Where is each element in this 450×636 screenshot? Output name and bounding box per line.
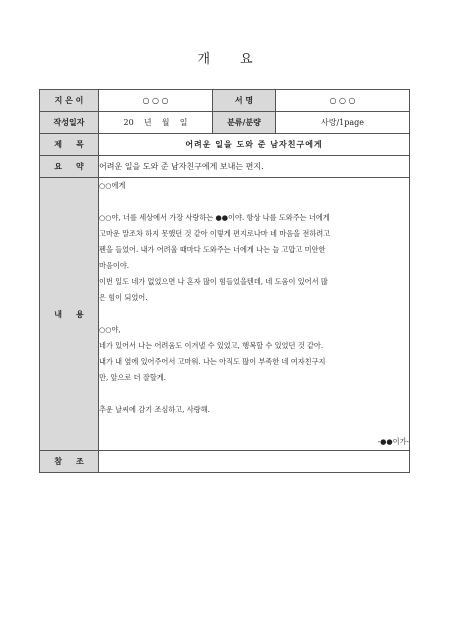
subject-label: 제 목 (40, 134, 99, 156)
letter-greeting: ○○에게 (99, 181, 126, 190)
date-value: 20 년 월 일 (99, 112, 213, 134)
letter-line: 이번 일도 네가 없었으면 나 혼자 많이 힘들었을텐데, 네 도움이 있어서 많 (99, 277, 328, 286)
category-value: 사랑/1page (276, 112, 410, 134)
reference-label: 참 조 (40, 451, 99, 473)
letter-line: 고마운 말조차 하지 못했던 것 같아 이렇게 편지로나마 네 마음을 전하려고 (99, 229, 331, 238)
letter-closing: 추운 날씨에 감기 조심하고, 사랑해. (99, 405, 210, 414)
letter-line: 펜을 들었어. 내가 어려울 때마다 도와주는 너에게 나는 늘 고맙고 미안한 (99, 245, 326, 254)
content-label: 내 용 (40, 178, 99, 451)
letter-line: 내가 내 옆에 있어주어서 고마워. 나는 아직도 많이 부족한 네 여자친구지 (99, 357, 326, 366)
document-form-table (39, 89, 410, 473)
reference-row (40, 451, 410, 473)
subject-row (40, 134, 410, 156)
letter-line: ○○야, 너를 세상에서 가장 사랑하는 ●●이야. 항상 나를 도와주는 너에게 (99, 213, 330, 222)
signature-label: 서 명 (213, 90, 276, 112)
letter-signature: -●●이가- (377, 437, 409, 446)
reference-value (99, 451, 410, 473)
author-value: ○ ○ ○ (99, 90, 213, 112)
date-row (40, 112, 410, 134)
letter-line: 만, 앞으로 더 잘할게. (99, 373, 166, 382)
content-row (40, 178, 410, 451)
subject-value: 어려운 일을 도와 준 남자친구에게 (99, 134, 410, 156)
date-label: 작성일자 (40, 112, 99, 134)
summary-value: 어려운 일을 도와 준 남자친구에게 보내는 편지. (99, 156, 410, 178)
signature-value: ○ ○ ○ (276, 90, 410, 112)
letter-line: 은 힘이 되었어. (99, 293, 148, 302)
summary-label: 요 약 (40, 156, 99, 178)
page-title-char-1: 개 (197, 52, 210, 67)
letter-line: 마음이야. (99, 261, 130, 270)
letter-line: ○○야, (99, 325, 121, 334)
letter-body (99, 178, 409, 450)
page-title-char-2: 요 (240, 52, 253, 67)
author-row (40, 90, 410, 112)
content-cell (99, 178, 410, 451)
author-label: 지 은 이 (40, 90, 99, 112)
category-label: 분류/분량 (213, 112, 276, 134)
letter-line: 네가 있어서 나는 어려움도 이겨낼 수 있었고, 행복할 수 있었던 것 같아. (99, 341, 324, 350)
page-title (0, 48, 450, 67)
summary-row (40, 156, 410, 178)
